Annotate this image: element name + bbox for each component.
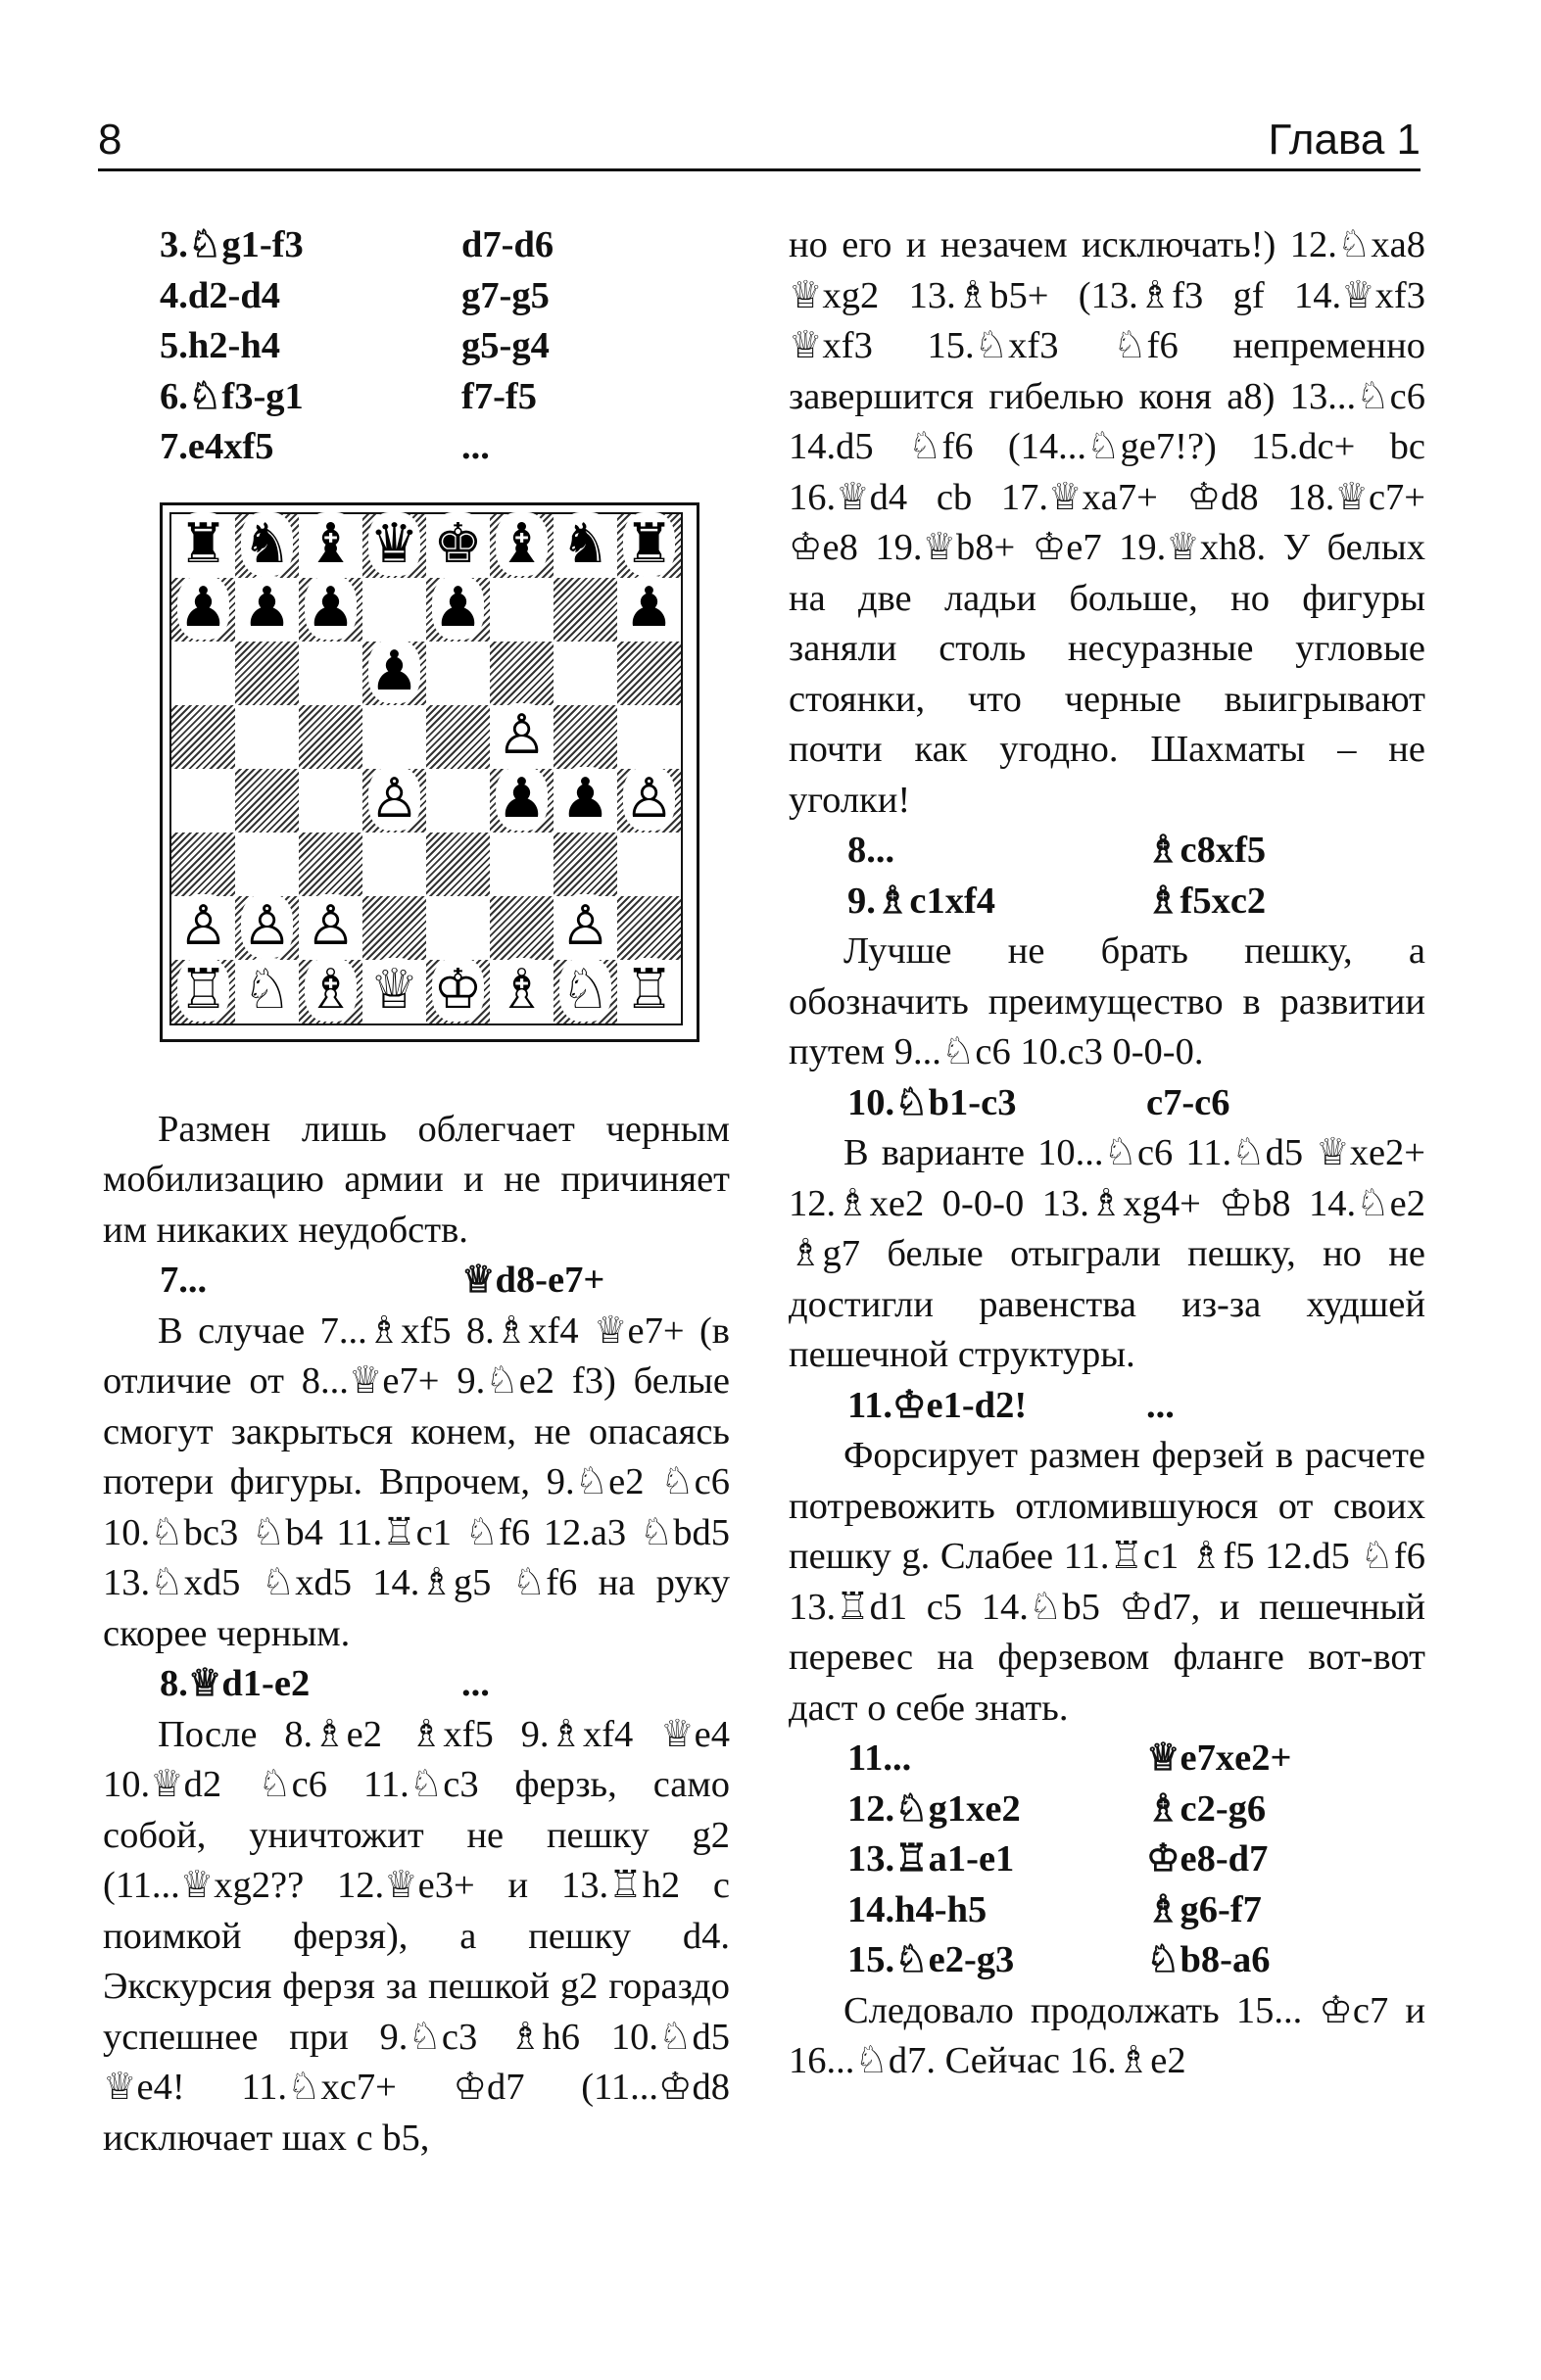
right-column (789, 220, 1425, 2087)
board-square (554, 578, 617, 642)
move-row (789, 1885, 1425, 1936)
board-square (490, 578, 554, 642)
black-move: ♗c8xf5 (1146, 830, 1267, 871)
chess-board (169, 512, 683, 1025)
comment-paragraph: Лучше не брать пешку, а обозначить преимущество в развитии путем 9...♘c6 10.c3 0-0-0. (789, 930, 1425, 1072)
board-square (171, 642, 235, 705)
white-move: 8... (847, 830, 895, 871)
white-move: 7.e4xf5 (160, 426, 274, 467)
move-row (789, 1078, 1425, 1129)
comment-paragraph: но его и незачем исключать!) 12.♘xa8 ♕xg2 13.♗b5+ (13.♗f3 gf 14.♕xf3 ♕xf3 15.♘xf3 ♘f6 непременно завершится гибелью коня a8) 13...♘c6 14.d5 ♘f6 (14...♘ge7!?) 15.dc+ bc 16.♕d4 cb 17.♕xa7+ ♔d8 18.♕c7+ ♔e8 19.♕b8+ ♔e7 19.♕xh8. У белых на две ладьи больше, но фигуры заняли столь несуразные угловые стоянки, что черные выигрывают почти как угодно. Шахматы – не уголки! (789, 224, 1425, 821)
move-row (789, 1734, 1425, 1785)
comment-paragraph: Следовало продолжать 15... ♔c7 и 16...♘d7. Сейчас 16.♗e2 (789, 1989, 1425, 2081)
black-move: ... (461, 1663, 490, 1704)
chess-piece-black-f8 (490, 511, 554, 578)
piece-glyph: ♙ (242, 893, 292, 958)
chess-piece-black-e7 (426, 575, 490, 642)
piece-glyph: ♛ (369, 511, 419, 576)
black-move: ... (461, 426, 490, 467)
white-move: 4.d2-d4 (160, 274, 281, 316)
piece-glyph: ♟ (433, 575, 483, 640)
chess-piece-black-e8 (426, 511, 490, 578)
white-move: 14.h4-h5 (847, 1888, 987, 1930)
board-square (299, 705, 362, 769)
board-square (426, 642, 490, 705)
white-move: 11.♔e1-d2! (847, 1384, 1028, 1426)
board-square (490, 642, 554, 705)
chapter-title: Глава 1 (1268, 116, 1421, 164)
move-row (103, 372, 730, 423)
board-square (235, 705, 299, 769)
black-move: ♔e8-d7 (1146, 1838, 1269, 1880)
piece-glyph: ♙ (306, 893, 356, 958)
piece-glyph: ♚ (433, 511, 483, 576)
piece-glyph: ♞ (242, 511, 292, 576)
piece-glyph: ♗ (306, 957, 356, 1022)
board-square (235, 769, 299, 833)
board-square (554, 642, 617, 705)
black-move: c7-c6 (1146, 1081, 1230, 1123)
move-row (103, 1256, 730, 1307)
black-move: ♗g6-f7 (1146, 1888, 1262, 1930)
move-row (103, 271, 730, 322)
chess-piece-white-c2 (299, 893, 362, 960)
piece-glyph: ♖ (624, 957, 674, 1022)
black-move: g5-g4 (461, 325, 550, 366)
black-move: g7-g5 (461, 274, 550, 316)
piece-glyph: ♘ (560, 957, 610, 1022)
board-square (554, 705, 617, 769)
black-move: ♗f5xc2 (1146, 880, 1267, 922)
chess-piece-black-g8 (554, 511, 617, 578)
piece-glyph: ♖ (178, 957, 228, 1022)
white-move: 12.♘g1xe2 (847, 1787, 1021, 1830)
piece-glyph: ♙ (178, 893, 228, 958)
move-row (103, 321, 730, 372)
white-move: 5.h2-h4 (160, 325, 281, 366)
chess-piece-white-d4 (362, 766, 426, 833)
comment-paragraph: В варианте 10...♘c6 11.♘d5 ♕xe2+ 12.♗xe2 0-0-0 13.♗xg4+ ♔b8 14.♘e2 ♗g7 белые отыграли пешку, но не достигли равенства из-за худшей пешечной структуры. (789, 1132, 1425, 1375)
chess-piece-black-b7 (235, 575, 299, 642)
black-move: d7-d6 (461, 224, 554, 265)
chess-piece-white-g2 (554, 893, 617, 960)
black-move: ... (1146, 1384, 1175, 1426)
chess-piece-black-c7 (299, 575, 362, 642)
chess-piece-white-a2 (171, 893, 235, 960)
white-move: 3.♘g1-f3 (160, 224, 304, 265)
piece-glyph: ♕ (369, 957, 419, 1022)
chess-piece-white-d1 (362, 957, 426, 1023)
move-row (789, 1381, 1425, 1432)
board-square (426, 896, 490, 960)
chess-piece-white-f5 (490, 702, 554, 769)
board-square (490, 833, 554, 896)
piece-glyph: ♙ (497, 702, 547, 767)
board-square (299, 769, 362, 833)
board-square (235, 833, 299, 896)
chess-piece-white-a1 (171, 957, 235, 1023)
white-move: 8.♕d1-e2 (160, 1663, 311, 1704)
piece-glyph: ♟ (369, 639, 419, 703)
chess-piece-white-f1 (490, 957, 554, 1023)
board-square (171, 705, 235, 769)
board-square (362, 896, 426, 960)
chess-piece-white-c1 (299, 957, 362, 1023)
piece-glyph: ♟ (306, 575, 356, 640)
piece-glyph: ♝ (306, 511, 356, 576)
piece-glyph: ♟ (624, 575, 674, 640)
piece-glyph: ♙ (624, 766, 674, 831)
piece-glyph: ♟ (242, 575, 292, 640)
piece-glyph: ♙ (369, 766, 419, 831)
piece-glyph: ♟ (560, 766, 610, 831)
move-row (103, 1659, 730, 1710)
chess-piece-white-h1 (617, 957, 681, 1023)
board-square (362, 705, 426, 769)
chess-piece-black-h8 (617, 511, 681, 578)
piece-glyph: ♘ (242, 957, 292, 1022)
chess-piece-black-f4 (490, 766, 554, 833)
black-move: ♕e7xe2+ (1146, 1737, 1292, 1779)
chess-diagram (160, 502, 699, 1042)
move-row (789, 1935, 1425, 1986)
white-move: 6.♘f3-g1 (160, 375, 304, 417)
white-move: 13.♖a1-e1 (847, 1838, 1015, 1880)
move-row (789, 1834, 1425, 1885)
board-square (362, 833, 426, 896)
piece-glyph: ♔ (433, 957, 483, 1022)
comment-paragraph: После 8.♗e2 ♗xf5 9.♗xf4 ♕e4 10.♕d2 ♘c6 11.♘c3 ферзь, само собой, уничтожит не пешку g2 (11...♕xg2?? 12.♕e3+ и 13.♖h2 с поимкой ферзя), а пешку d4. Экскурсия ферзя за пешкой g2 гораздо успешнее при 9.♘c3 ♗h6 10.♘d5 ♕e4! 11.♘xc7+ ♔d7 (11...♔d8 исключает шах с b5, (103, 1713, 730, 2159)
board-square (617, 642, 681, 705)
page-number: 8 (98, 116, 122, 164)
chess-piece-white-g1 (554, 957, 617, 1023)
black-move: ♘b8-a6 (1146, 1939, 1271, 1980)
chess-piece-black-c8 (299, 511, 362, 578)
left-column (103, 220, 730, 2164)
board-square (426, 705, 490, 769)
board-square (426, 769, 490, 833)
piece-glyph: ♙ (560, 893, 610, 958)
piece-glyph: ♞ (560, 511, 610, 576)
white-move: 15.♘e2-g3 (847, 1939, 1015, 1980)
piece-glyph: ♟ (497, 766, 547, 831)
white-move: 9.♗c1xf4 (847, 880, 996, 922)
board-square (554, 833, 617, 896)
move-row (789, 1785, 1425, 1835)
board-square (490, 896, 554, 960)
board-square (171, 833, 235, 896)
move-row (103, 422, 730, 473)
move-row (789, 877, 1425, 928)
comment-paragraph: Форсирует размен ферзей в расчете потревожить отломившуюся от своих пешку g. Слабее 11.♖c1 ♗f5 12.d5 ♘f6 13.♖d1 c5 14.♘b5 ♔d7, и пешечный перевес на ферзевом фланге вот-вот даст о себе знать. (789, 1435, 1425, 1729)
move-row (789, 826, 1425, 877)
piece-glyph: ♗ (497, 957, 547, 1022)
white-move: 11... (847, 1737, 912, 1779)
chess-piece-black-a8 (171, 511, 235, 578)
opening-moves (103, 220, 730, 473)
board-square (617, 833, 681, 896)
board-square (426, 833, 490, 896)
chess-piece-white-e1 (426, 957, 490, 1023)
piece-glyph: ♟ (178, 575, 228, 640)
board-square (299, 833, 362, 896)
chess-piece-white-h4 (617, 766, 681, 833)
move-row (103, 220, 730, 271)
page-header (98, 108, 1421, 171)
chess-piece-white-b1 (235, 957, 299, 1023)
black-move: f7-f5 (461, 375, 537, 417)
chess-piece-black-a7 (171, 575, 235, 642)
black-move: ♗c2-g6 (1146, 1787, 1267, 1830)
chess-piece-black-b8 (235, 511, 299, 578)
white-move: 7... (160, 1260, 208, 1301)
comment-paragraph: Размен лишь облегчает черным мобилизацию армии и не причиняет им никаких неудобств. (103, 1108, 730, 1251)
board-square (171, 769, 235, 833)
piece-glyph: ♜ (624, 511, 674, 576)
chess-piece-black-g4 (554, 766, 617, 833)
board-square (235, 642, 299, 705)
black-move: ♕d8-e7+ (461, 1260, 605, 1301)
board-square (617, 896, 681, 960)
board-square (299, 642, 362, 705)
chess-piece-black-h7 (617, 575, 681, 642)
board-square (617, 705, 681, 769)
piece-glyph: ♝ (497, 511, 547, 576)
piece-glyph: ♜ (178, 511, 228, 576)
chess-piece-white-b2 (235, 893, 299, 960)
white-move: 10.♘b1-c3 (847, 1081, 1017, 1123)
chess-piece-black-d6 (362, 639, 426, 705)
chess-piece-black-d8 (362, 511, 426, 578)
comment-paragraph: В случае 7...♗xf5 8.♗xf4 ♕e7+ (в отличие от 8...♕e7+ 9.♘e2 f3) белые смогут закрыться конем, не опасаясь потери фигуры. Впрочем, 9.♘e2 ♘c6 10.♘bc3 ♘b4 11.♖c1 ♘f6 12.a3 ♘bd5 13.♘xd5 ♘xd5 14.♗g5 ♘f6 на руку скорее черным. (103, 1309, 730, 1654)
board-square (362, 578, 426, 642)
